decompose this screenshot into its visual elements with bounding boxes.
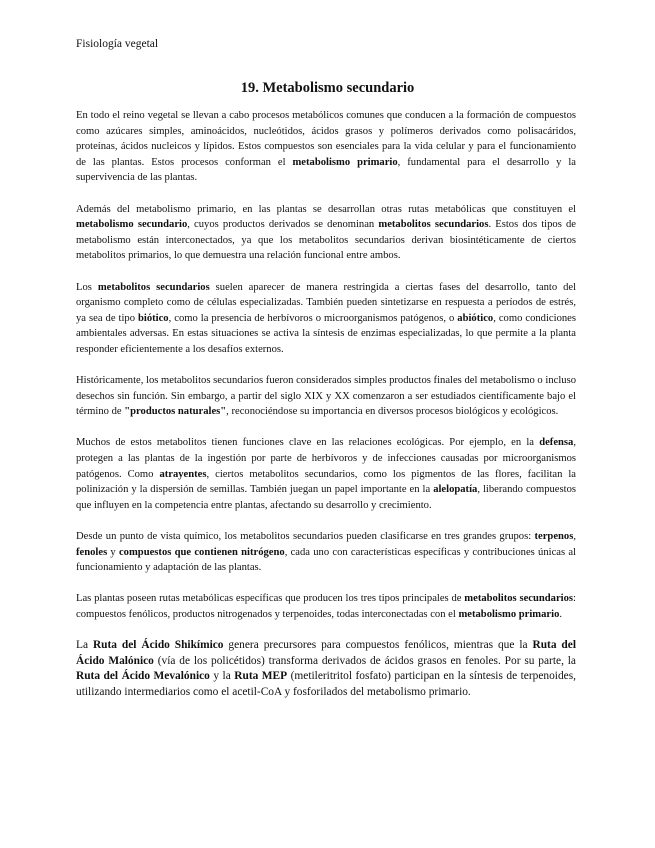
bold-term: "productos naturales" xyxy=(124,406,227,418)
bold-term: abiótico xyxy=(457,312,494,324)
paragraph-6 xyxy=(76,529,576,576)
text-run: : compuestos fenólicos, productos nitrogenados y terpenoides, todas interconectadas con el xyxy=(76,593,576,620)
bold-term: defensa xyxy=(539,437,574,449)
text-run: Las plantas poseen rutas metabólicas específicas que producen los tres tipos principales de xyxy=(76,593,465,605)
running-header: Fisiología vegetal xyxy=(76,38,159,50)
text-run: suelen aparecer de manera restringida a ciertas fases del desarrollo, tanto del organismo completo como de células especializadas. También pueden sintetizarse en respuesta a períodos de estrés, ya sea de tipo xyxy=(76,281,577,324)
text-run: , protegen a las plantas de la ingestión por parte de herbívoros y de infecciones causadas por microorganismos patógenos. Como xyxy=(76,437,576,480)
text-run: (vía de los policétidos) transforma derivados de ácidos grasos en fenoles. Por su parte, la xyxy=(153,654,576,667)
text-run: , reconociéndose su importancia en diversos procesos biológicos y ecológicos. xyxy=(226,406,559,418)
bold-term: fenoles xyxy=(76,546,108,558)
bold-term: terpenos xyxy=(534,531,574,543)
bold-term: metabolismo primario xyxy=(458,609,560,620)
text-run: , liberando compuestos que influyen en la competencia entre plantas, afectando su desarrollo y crecimiento. xyxy=(76,484,576,511)
text-run: En todo el reino vegetal se llevan a cabo procesos metabólicos comunes que conducen a la formación de compuestos como azúcares simples, aminoácidos, nucleótidos, ácidos grasos y polímeros derivados como polisacáridos, proteínas, ácidos nucleicos y lípidos. Estos compuestos son esenciales para la vida celular y para el funcionamiento de las plantas. Estos procesos conforman el xyxy=(76,110,576,168)
bold-term: metabolismo primario xyxy=(292,156,398,168)
text-run: , como la presencia de herbívoros o microorganismos patógenos, o xyxy=(168,312,458,324)
bold-term: metabolitos secundarios xyxy=(378,219,489,231)
bold-term: Ruta del Ácido Malónico xyxy=(76,639,576,667)
paragraph-1 xyxy=(76,108,576,186)
bold-term: metabolitos secundarios xyxy=(464,593,574,605)
bold-term: compuestos que contienen nitrógeno xyxy=(118,546,285,558)
text-run: y la xyxy=(209,670,235,683)
text-run: , fundamental para el desarrollo y la supervivencia de las plantas. xyxy=(76,156,576,184)
text-run: Desde un punto de vista químico, los metabolitos secundarios pueden clasificarse en tres grandes grupos: xyxy=(76,531,535,543)
bold-term: Ruta del Ácido Mevalónico xyxy=(76,670,210,683)
text-run: , cada uno con características específicas y contribuciones únicas al funcionamiento y adaptación de las plantas. xyxy=(76,546,576,574)
paragraph-2 xyxy=(76,202,576,264)
text-run: Históricamente, los metabolitos secundarios fueron considerados simples productos finales del metabolismo o incluso desechos sin función. Sin embargo, a partir del siglo XIX y XX comenzaron a ser estudiados científicamente bajo el término de xyxy=(76,375,576,418)
bold-term: metabolitos secundarios xyxy=(97,281,210,293)
bold-term: alelopatía xyxy=(433,484,478,496)
text-run: , xyxy=(573,531,576,543)
text-run: , ciertos metabolitos secundarios, como los pigmentos de las flores, facilitan la polinización y la dispersión de semillas. También juegan un papel importante en la xyxy=(76,468,576,496)
bold-term: atrayentes xyxy=(159,468,207,480)
bold-term: metabolismo secundario xyxy=(76,219,188,231)
document-body xyxy=(76,108,576,716)
bold-term: Ruta del Ácido Shikímico xyxy=(92,639,224,652)
text-run: , cuyos productos derivados se denominan xyxy=(187,219,379,231)
bold-term: biótico xyxy=(138,312,169,324)
text-run: . xyxy=(559,609,563,620)
section-title: 19. Metabolismo secundario xyxy=(240,80,415,96)
paragraph-3 xyxy=(76,280,576,358)
text-run: y xyxy=(107,546,119,558)
text-run: Además del metabolismo primario, en las plantas se desarrollan otras rutas metabólicas que constituyen el xyxy=(76,203,576,215)
text-run: (metileritritol fosfato) participan en la síntesis de terpenoides, utilizando intermediarios como el acetil-CoA y fosforilados del metabolismo primario. xyxy=(76,670,576,698)
text-run: La xyxy=(76,639,93,652)
bold-term: Ruta MEP xyxy=(234,670,288,683)
paragraph-4 xyxy=(76,373,576,420)
text-run: . Estos dos tipos de metabolismo están interconectados, ya que los metabolitos secundarios derivan biosintéticamente de ciertos metabolitos primarios, lo que demuestra una relación funcional entre ambos. xyxy=(76,219,576,262)
text-run: , como condiciones ambientales adversas. En estas situaciones se activa la síntesis de enzimas especializadas, lo que permite a la planta responder eficientemente a los desafíos externos. xyxy=(76,312,576,355)
paragraph-7 xyxy=(76,591,576,622)
text-run: Los xyxy=(76,281,98,293)
text-run: Muchos de estos metabolitos tienen funciones clave en las relaciones ecológicas. Por ejemplo, en la xyxy=(76,437,540,449)
paragraph-5 xyxy=(76,435,576,513)
text-run: genera precursores para compuestos fenólicos, mientras que la xyxy=(223,639,533,652)
paragraph-8 xyxy=(76,638,576,700)
